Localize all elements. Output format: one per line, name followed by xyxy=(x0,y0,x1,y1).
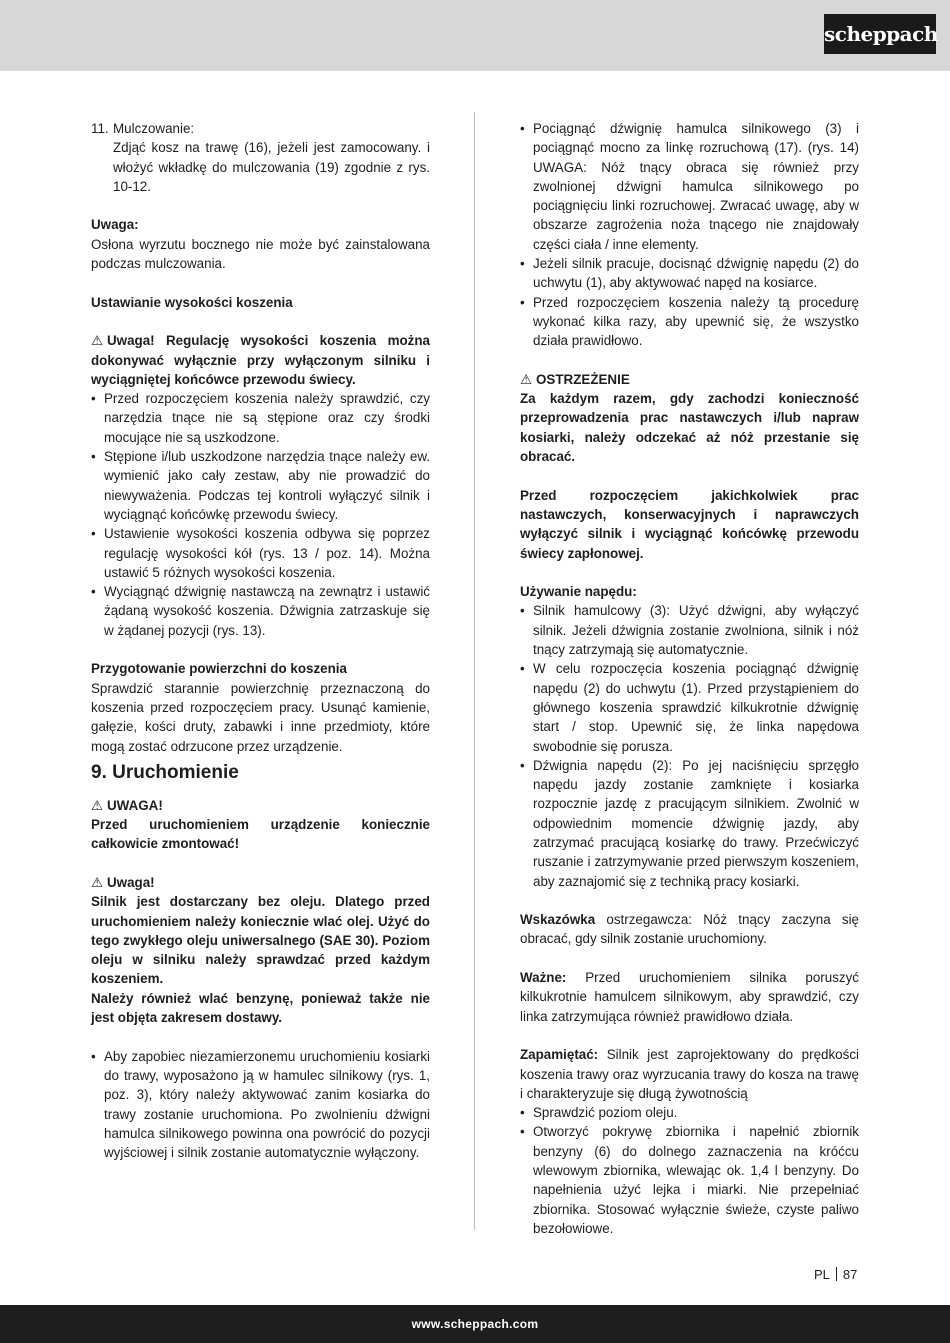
start-bullets xyxy=(91,1047,430,1163)
drive-bullets xyxy=(520,601,859,890)
header-bar xyxy=(0,0,950,71)
list-item: • Pociągnąć dźwignię hamulca silnikowego (3) i pociągnąć mocno za linkę rozruchową (17). (rys. 14) UWAGA: Nóż tnący obraca się również przy zwolnionej dźwigni hamulca silnikowego po pociągnięciu linki rozruchowej. Zwracać uwagę, aby w obszarze zagrożenia noża tnącego nie znajdowały części ciała / inne elementy. xyxy=(520,119,859,254)
list-item: • W celu rozpoczęcia koszenia pociągnąć dźwignię napędu (2) do uchwytu (1). Przed przystąpieniem do głównego koszenia sprawdzić kilkukrotnie dźwignię start / stop. Upewnić się, że linka napędowa swobodnie się porusza. xyxy=(520,659,859,755)
item11-text: Zdjąć kosz na trawę (16), jeżeli jest zamocowany. i włożyć wkładkę do mulczowania (19) zgodnie z rys. 10-12. xyxy=(113,140,430,194)
list-item: • Silnik hamulcowy (3): Użyć dźwigni, aby wyłączyć silnik. Jeżeli dźwignia zostanie zwolniona, silnik i nóż tnący zatrzymają się automatycznie. xyxy=(520,601,859,659)
list-item: • Ustawienie wysokości koszenia odbywa się poprzez regulację wysokości kół (rys. 13 / poz. 14). Można ustawić 5 różnych wysokości koszenia. xyxy=(91,524,430,582)
warning-icon: ⚠ xyxy=(91,333,104,349)
list-item: • Przed rozpoczęciem koszenia należy tą procedurę wykonać kilka razy, aby upewnić się, że wszystko działa prawidłowo. xyxy=(520,293,859,351)
list-item: • Jeżeli silnik pracuje, docisnąć dźwignię napędu (2) do uchwytu (1), aby aktywować napęd na kosiarce. xyxy=(520,254,859,293)
drive-title: Używanie napędu: xyxy=(520,584,637,600)
warning-icon: ⚠ xyxy=(520,371,533,387)
brand-logo: scheppach xyxy=(824,14,936,54)
left-column xyxy=(91,119,430,1162)
item-number: 11. xyxy=(91,121,109,136)
prep-text: Sprawdzić starannie powierzchnię przeznaczoną do koszenia przed rozpoczęciem pracy. Usunąć kamienie, gałęzie, kości druty, zabawki i inne przedmioty, które mogą zostać odrzucone przez urządzenie. xyxy=(91,680,430,754)
uwaga3-text: Silnik jest dostarczany bez oleju. Dlatego przed uruchomieniem należy koniecznie wlać olej. Użyć do tego zwykłego oleju uniwersalnego (SAE 30). Poziom oleju w silniku należy sprawdzać przed każdym koszeniem. xyxy=(91,894,430,987)
uwaga3-text2: Należy również wlać benzynę, ponieważ także nie jest objęta zakresem dostawy. xyxy=(91,990,430,1026)
height-warning: ⚠ Uwaga! Regulację wysokości koszenia można dokonywać wyłącznie przy wyłączonym silniku i wyciągniętej końcówce przewodu świecy. xyxy=(91,333,430,387)
uwaga2-text: Przed uruchomieniem urządzenie koniecznie całkowicie zmontować! xyxy=(91,817,430,852)
height-title: Ustawianie wysokości koszenia xyxy=(91,294,293,310)
prep-title: Przygotowanie powierzchni do koszenia xyxy=(91,661,347,677)
list-item: • Sprawdzić poziom oleju. xyxy=(520,1103,859,1122)
right-column xyxy=(520,119,859,1238)
uwaga2-title: ⚠ UWAGA! xyxy=(91,796,430,815)
warning-text2: Przed rozpoczęciem jakichkolwiek prac nastawczych, konserwacyjnych i naprawczych wyłączyć silnik i wyciągnąć końcówkę przewodu świecy zapłonowej. xyxy=(520,487,859,561)
warning-text: Za każdym razem, gdy zachodzi konieczność przeprowadzenia prac nastawczych i/lub napraw kosiarki, należy odczekać aż nóż przestanie się obracać. xyxy=(520,391,859,465)
warning-icon: ⚠ xyxy=(91,874,104,890)
top-bullets xyxy=(520,119,859,351)
list-item: • Dźwignia napędu (2): Po jej naciśnięciu sprzęgło napędu jazdy zostanie zamknięte i kosiarka rozpocznie jazdę z pracującym silnikiem. Zwolnić w odpowiednim momencie dźwignię jazdy, aby zatrzymać pracującą kosiarkę do trawy. Przećwiczyć ruszanie i zatrzymywanie przed pierwszym koszeniem, aby zaznajomić się z techniką pracy kosiarki. xyxy=(520,756,859,891)
list-item: • Stępione i/lub uszkodzone narzędzia tnące należy ew. wymienić jako cały zestaw, aby nie prowadzić do niewyważenia. Podczas tej kontroli wyłączyć silnik i wyciągnąć końcówkę przewodu świecy. xyxy=(91,447,430,524)
page-num: 87 xyxy=(842,1267,858,1282)
language-code: PL xyxy=(814,1267,830,1282)
height-bullets xyxy=(91,389,430,640)
remember-paragraph: Zapamiętać: Silnik jest zaprojektowany do prędkości koszenia trawy oraz wyrzucania trawy do kosza na trawę i charakteryzuje się długą żywotnością xyxy=(520,1047,859,1101)
page-number xyxy=(814,1265,857,1284)
uwaga-text: Osłona wyrzutu bocznego nie może być zainstalowana podczas mulczowania. xyxy=(91,236,430,272)
final-bullets xyxy=(520,1103,859,1238)
list-item: • Wyciągnąć dźwignię nastawczą na zewnątrz i ustawić żądaną wysokość koszenia. Dźwignia zatrzaskuje się w żądanej pozycji (rys. 13). xyxy=(91,582,430,640)
footer-bar xyxy=(0,1305,950,1343)
column-divider xyxy=(474,112,475,1230)
website-link[interactable]: www.scheppach.com xyxy=(411,1317,539,1331)
important-paragraph: Ważne: Przed uruchomieniem silnika poruszyć kilkukrotnie hamulcem silnikowym, aby sprawdzić, czy linka zatrzymująca również prawidłowo działa. xyxy=(520,970,859,1024)
uwaga-title: Uwaga: xyxy=(91,217,139,233)
warning-title: ⚠ OSTRZEŻENIE xyxy=(520,370,859,389)
list-item-11 xyxy=(91,119,430,138)
list-item: • Przed rozpoczęciem koszenia należy sprawdzić, czy narzędzia tnące nie są stępione oraz czy środki mocujące nie są uszkodzone. xyxy=(91,389,430,447)
list-item: • Otworzyć pokrywę zbiornika i napełnić zbiornik benzyny (6) do dolnego zaznaczenia na króćcu wlewowym zbiornika, wlewając ok. 1,4 l benzyny. Do napełnienia użyć lejka i miarki. Nie przepełniać zbiornika. Stosować wyłącznie świeże, czyste paliwo bezołowiowe. xyxy=(520,1122,859,1238)
warning-icon: ⚠ xyxy=(91,797,104,813)
section-heading: 9. Uruchomienie xyxy=(91,761,239,783)
hint-paragraph: Wskazówka ostrzegawcza: Nóż tnący zaczyna się obracać, gdy silnik zostanie uruchomiony. xyxy=(520,912,859,947)
item-title: Mulczowanie: xyxy=(113,121,195,136)
list-item: • Aby zapobiec niezamierzonemu uruchomieniu kosiarki do trawy, wyposażono ją w hamulec silnikowy (rys. 1, poz. 3), który należy aktywować zanim kosiarka do trawy zostanie uruchomiona. Po zwolnieniu dźwigni hamulca silnikowego powinna ona powrócić do pozycji wyjściowej i silnik zostanie automatycznie wyłączony. xyxy=(91,1047,430,1163)
uwaga3-title: ⚠ Uwaga! xyxy=(91,873,430,892)
